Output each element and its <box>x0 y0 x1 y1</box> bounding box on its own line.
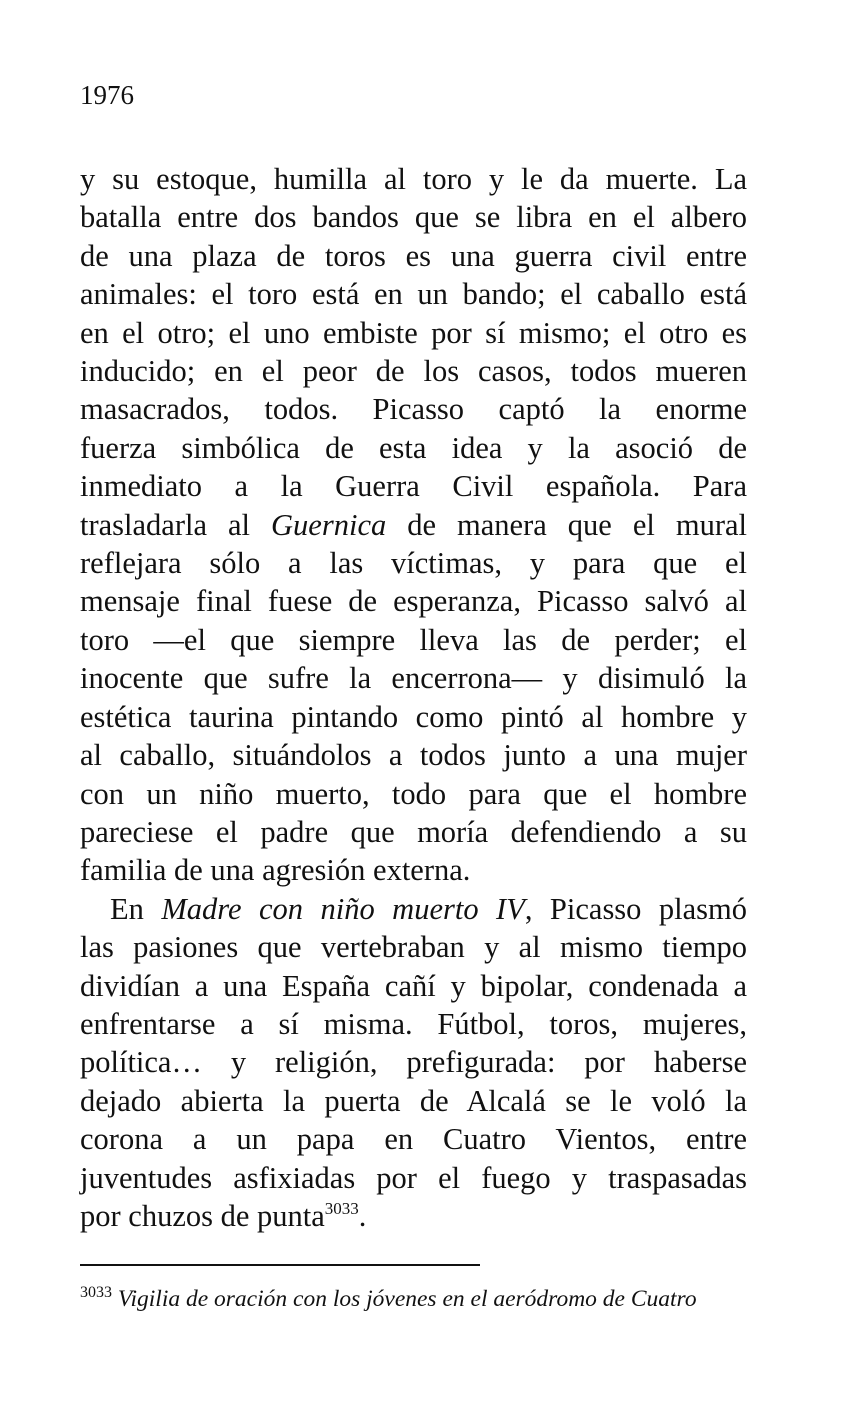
text-run: con un niño muerto, todo para que el hombre <box>80 776 747 811</box>
text-line <box>80 198 747 236</box>
text-run: pareciese el padre que moría defendiendo a su <box>80 814 747 849</box>
text-run: por chuzos de punta <box>80 1198 325 1233</box>
text-run: juventudes asfixiadas por el fuego y traspasadas <box>80 1160 747 1195</box>
text-line <box>80 1082 747 1120</box>
paragraph-1 <box>80 160 747 890</box>
text-line <box>80 467 747 505</box>
text-line <box>80 890 747 928</box>
text-line <box>80 544 747 582</box>
text-run: toro —el que siempre lleva las de perder; el <box>80 622 747 657</box>
text-run: al caballo, situándolos a todos junto a una mujer <box>80 738 747 773</box>
text-line <box>80 352 747 390</box>
text-line <box>80 813 747 851</box>
text-line <box>80 582 747 620</box>
text-line <box>80 429 747 467</box>
italic-title: Guernica <box>271 507 387 542</box>
text-run: política… y religión, prefigurada: por haberse <box>80 1045 747 1080</box>
text-line <box>80 1120 747 1158</box>
text-line <box>80 314 747 352</box>
text-line <box>80 1197 747 1235</box>
footnote-separator <box>80 1264 480 1266</box>
text-run: En <box>110 891 162 926</box>
text-run: . <box>358 1198 367 1233</box>
text-line <box>80 237 747 275</box>
text-run: animales: el toro está en un bando; el caballo está <box>80 277 747 312</box>
text-line <box>80 1043 747 1081</box>
text-line <box>80 1159 747 1197</box>
text-line <box>80 775 747 813</box>
footnote-text: Vigilia de oración con los jóvenes en el aeródromo de Cuatro <box>117 1286 697 1312</box>
text-line <box>80 275 747 313</box>
text-run: corona a un papa en Cuatro Vientos, entre <box>80 1122 747 1157</box>
body-text <box>80 160 747 1235</box>
text-line <box>80 928 747 966</box>
text-run: en el otro; el uno embiste por sí mismo; el otro es <box>80 315 747 350</box>
text-line <box>80 506 747 544</box>
text-run: batalla entre dos bandos que se libra en el albero <box>80 200 747 235</box>
text-run: estética taurina pintando como pintó al hombre y <box>80 699 747 734</box>
text-run: enfrentarse a sí misma. Fútbol, toros, mujeres, <box>80 1006 747 1041</box>
text-run: dividían a una España cañí y bipolar, condenada a <box>80 968 747 1003</box>
footnote-reference: 3033 <box>324 1198 359 1218</box>
text-run: dejado abierta la puerta de Alcalá se le voló la <box>80 1083 747 1118</box>
text-run: de manera que el mural <box>386 507 747 542</box>
text-line <box>80 736 747 774</box>
footnote-marker: 3033 <box>80 1284 112 1301</box>
text-run: de una plaza de toros es una guerra civil entre <box>80 238 747 273</box>
text-line <box>80 1005 747 1043</box>
text-run: fuerza simbólica de esta idea y la asoció de <box>80 430 747 465</box>
text-run: inducido; en el peor de los casos, todos mueren <box>80 354 747 389</box>
page-number: 1976 <box>80 80 134 110</box>
text-run: inmediato a la Guerra Civil española. Para <box>80 469 747 504</box>
text-run: reflejara sólo a las víctimas, y para que el <box>80 546 747 581</box>
text-line <box>80 851 747 889</box>
text-line <box>80 967 747 1005</box>
text-line <box>80 160 747 198</box>
text-run: , Picasso plasmó <box>524 891 747 926</box>
footnote <box>80 1284 760 1314</box>
text-line <box>80 659 747 697</box>
text-run: las pasiones que vertebraban y al mismo tiempo <box>80 930 747 965</box>
text-line <box>80 698 747 736</box>
text-line <box>80 621 747 659</box>
text-run: familia de una agresión externa. <box>80 853 471 888</box>
paragraph-2 <box>80 890 747 1236</box>
text-run: mensaje final fuese de esperanza, Picasso salvó al <box>80 584 747 619</box>
italic-title: Madre con niño muerto IV <box>161 891 525 926</box>
text-run: inocente que sufre la encerrona— y disimuló la <box>80 661 747 696</box>
text-run: trasladarla al <box>80 507 272 542</box>
text-run: y su estoque, humilla al toro y le da muerte. La <box>80 162 747 196</box>
text-run: masacrados, todos. Picasso captó la enorme <box>80 392 747 427</box>
text-line <box>80 390 747 428</box>
